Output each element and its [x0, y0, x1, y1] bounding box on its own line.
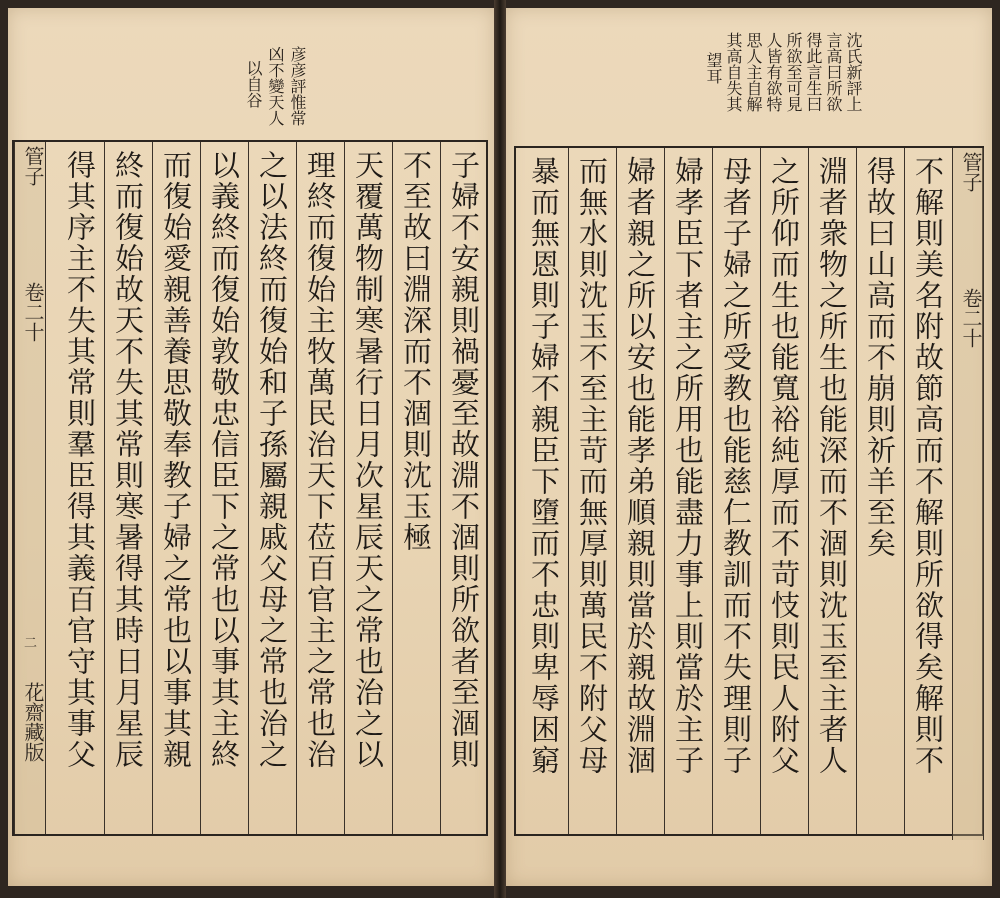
column-rule: [152, 142, 153, 834]
column-rule: [200, 142, 201, 834]
column-rule: [664, 148, 665, 834]
column-rule: [904, 148, 905, 834]
text-column-4: 之所仰而生也能寬裕純厚而不苛忮則民人附父: [767, 156, 801, 776]
margin-note: 以自谷: [244, 60, 263, 108]
text-column-3: 天覆萬物制寒暑行日月次星辰天之常也治之以: [351, 150, 385, 770]
fold-title: 管子: [959, 152, 983, 192]
margin-note: 所欲至可見: [784, 32, 803, 112]
text-column-3: 淵者衆物之所生也能深而不涸則沈玉至主者人: [815, 156, 849, 776]
column-rule: [760, 148, 761, 834]
text-column-4: 理終而復始主牧萬民治天下莅百官主之常也治: [303, 150, 337, 770]
margin-note: 彦彦評惟常: [288, 46, 307, 126]
text-column-6: 以義終而復始敦敬忠信臣下之常也以事其主終: [207, 150, 241, 770]
column-rule: [248, 142, 249, 834]
fold-title: 管子: [21, 146, 45, 186]
book-gutter: [494, 0, 506, 898]
text-column-2: 得故曰山高而不崩則祈羊至矣: [863, 156, 897, 559]
text-column-9: 得其序主不失其常則羣臣得其義百官守其事父: [63, 150, 97, 770]
margin-note: 凶不變天人: [266, 46, 285, 126]
text-column-7: 婦者親之所以安也能孝弟順親則當於親故淵涸: [623, 156, 657, 776]
margin-note: 人皆有欲特: [764, 32, 783, 112]
right-page: [506, 8, 992, 886]
text-frame: [12, 140, 488, 836]
column-rule: [616, 148, 617, 834]
fold-juan: 卷二十: [959, 288, 983, 348]
folio-number: 二: [24, 636, 38, 651]
text-frame: [514, 146, 984, 836]
publisher-mark: 花齋藏版: [21, 682, 45, 762]
fold-juan: 卷二十: [21, 282, 45, 342]
column-rule: [856, 148, 857, 834]
margin-note: 思人主自解: [744, 32, 763, 112]
margin-note: 望耳: [704, 52, 723, 84]
column-rule: [568, 148, 569, 834]
text-column-6: 婦孝臣下者主之所用也能盡力事上則當於主子: [671, 156, 705, 776]
page-fold-margin: [14, 142, 46, 834]
text-column-7: 而復始愛親善養思敬奉教子婦之常也以事其親: [159, 150, 193, 770]
column-rule: [808, 148, 809, 834]
text-column-5: 之以法終而復始和子孫屬親戚父母之常也治之: [255, 150, 289, 770]
column-rule: [712, 148, 713, 834]
column-rule: [296, 142, 297, 834]
text-column-5: 母者子婦之所受教也能慈仁教訓而不失理則子: [719, 156, 753, 776]
text-column-8: 而無水則沈玉不至主苛而無厚則萬民不附父母: [575, 156, 609, 776]
margin-note: 沈氏新評上: [844, 32, 863, 112]
margin-note: 言高曰所欲: [824, 32, 843, 112]
page-fold-margin: [952, 148, 984, 840]
column-rule: [392, 142, 393, 834]
column-rule: [344, 142, 345, 834]
margin-note: 得此言生曰: [804, 32, 823, 112]
text-column-9: 暴而無恩則子婦不親臣下墮而不忠則卑辱困窮: [527, 156, 561, 776]
text-column-2: 不至故曰淵深而不涸則沈玉極: [399, 150, 433, 553]
column-rule: [104, 142, 105, 834]
column-rule: [440, 142, 441, 834]
text-column-8: 終而復始故天不失其常則寒暑得其時日月星辰: [111, 150, 145, 770]
text-column-1: 子婦不安親則禍憂至故淵不涸則所欲者至涸則: [447, 150, 481, 770]
text-column-1: 不解則美名附故節高而不解則所欲得矣解則不: [911, 156, 945, 776]
left-page: [8, 8, 494, 886]
margin-note: 其高自失其: [724, 32, 743, 112]
